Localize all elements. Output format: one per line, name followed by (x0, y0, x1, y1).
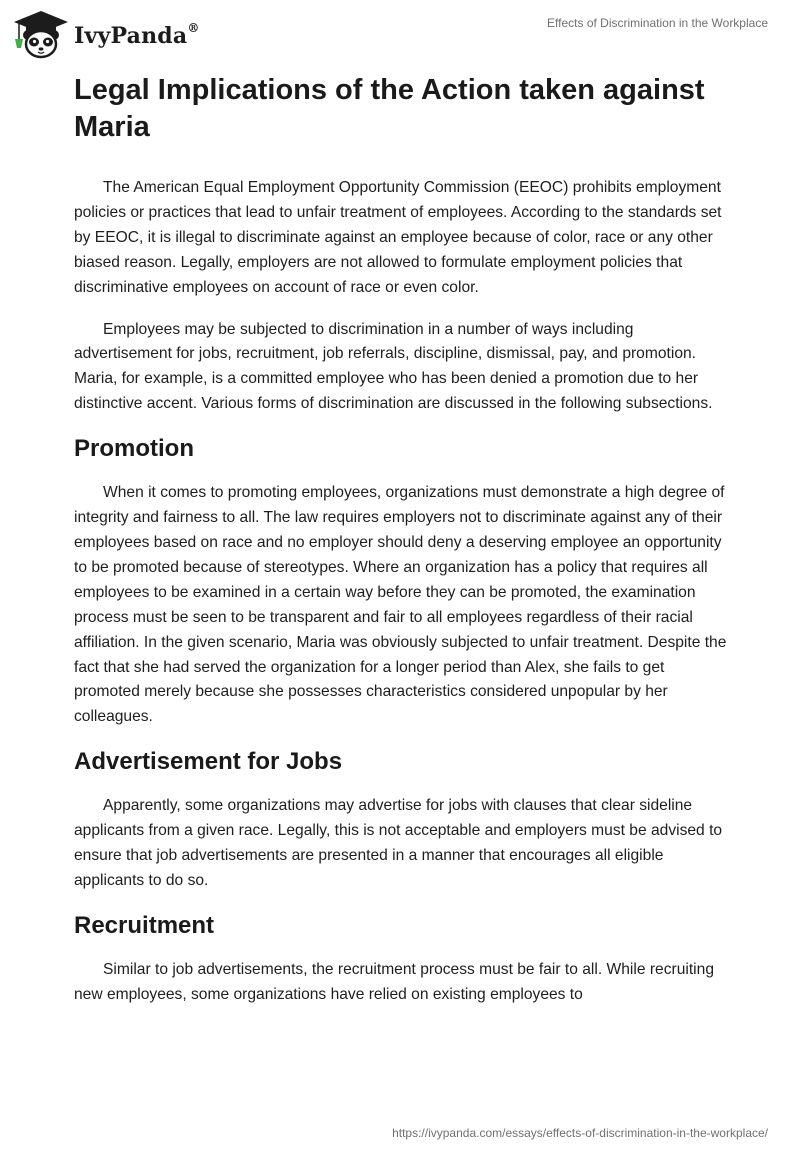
brand-name: IvyPanda® (74, 21, 200, 49)
section-paragraph-promotion: When it comes to promoting employees, organizations must demonstrate a high degree of integrity and fairness to all. The law requires employers not to discriminate against any of their employees based on race and no employer should deny a deserving employee an opportunity to be promoted because of stereotypes. Where an organization has a policy that requires all employees to be examined in a certain way before they can be promoted, the examination process must be seen to be transparent and fair to all employees regardless of their racial affiliation. In the given scenario, Maria was obviously subjected to unfair treatment. Despite the fact that she had served the organization for a longer period than Alex, she fails to get promoted merely because she possesses characteristics considered unpopular by her colleagues. (74, 484, 727, 726)
section-paragraph-recruitment: Similar to job advertisements, the recruitment process must be fair to all. While recruiting new employees, some organizations have relied on existing employees to (74, 960, 714, 1003)
document-title: Effects of Discrimination in the Workplace (547, 16, 768, 30)
registered-mark: ® (187, 21, 200, 35)
article-title: Legal Implications of the Action taken against Maria (74, 74, 705, 143)
intro-paragraph: Employees may be subjected to discrimination in a number of ways including advertisement for jobs, recruitment, job referrals, discipline, dismissal, pay, and promotion. Maria, for example, is a committed employee who has been denied a promotion due to her distinctive accent. Various forms of discrimination are discussed in the following subsections. (74, 320, 713, 413)
section-heading-advertisement: Advertisement for Jobs (74, 748, 343, 776)
article-body (74, 72, 730, 1025)
section-paragraph-advertisement: Apparently, some organizations may advertise for jobs with clauses that clear sideline applicants from a given race. Legally, this is not acceptable and employers must be advised to ensure that job advertisements are presented in a manner that encourages all eligible applicants to do so. (74, 797, 723, 889)
panda-graduate-icon (12, 10, 70, 60)
source-url[interactable]: https://ivypanda.com/essays/effects-of-discrimination-in-the-workplace/ (392, 1126, 768, 1140)
ivypanda-logo[interactable] (12, 10, 200, 60)
page-header (0, 0, 800, 70)
intro-paragraph: The American Equal Employment Opportunity Commission (EEOC) prohibits employment policies or practices that lead to unfair treatment of employees. According to the standards set by EEOC, it is illegal to discriminate against an employee because of color, race or any other biased reason. Legally, employers are not allowed to formulate employment policies that discriminative employees on account of race or even color. (74, 179, 722, 296)
section-heading-recruitment: Recruitment (74, 911, 215, 939)
section-heading-promotion: Promotion (74, 435, 194, 463)
